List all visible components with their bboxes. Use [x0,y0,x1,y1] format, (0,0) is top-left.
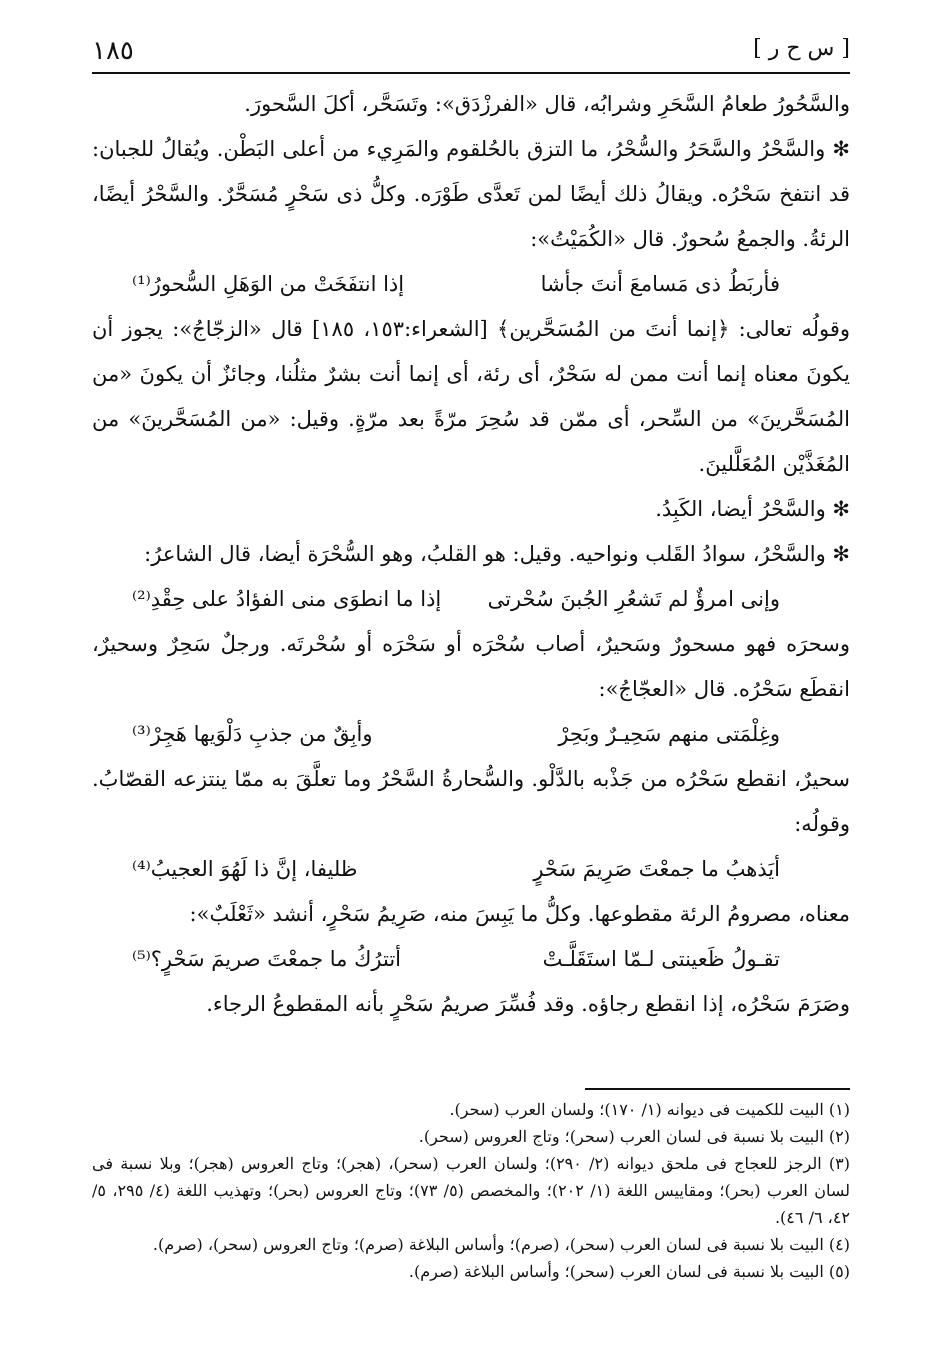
paragraph: ✻ والسَّحْرُ، سوادُ القَلب ونواحيه. وقيل: هو القلبُ، وهو السُّحْرَة أيضا، قال الشاعرُ: [144,542,850,566]
verse-hemistich: تقـولُ ظَعينتى لـمّا استَقَلَّـتْ [542,947,780,971]
verse-line [92,937,850,982]
verse-hemistich: وإنى امرؤٌ لم تَشعُرِ الجُبنَ سُحْرتى [487,587,780,611]
paragraph: وقولُه تعالى: ﴿إنما أنتَ من المُسَحَّرين﴾ [الشعراء:١٥٣، ١٨٥] قال «الزجّاجُ»: يجوز أن يكونَ معناه إنما أنت ممن له سَحْرٌ، أى رئة، أى إنما أنت بشرٌ مثلُنا، وجائزٌ أن يكونَ «من المُسَحَّرينَ» من السِّحر، أى ممّن قد سُحِرَ مرّةً بعد مرّةٍ. وقيل: «من المُسَحَّرينَ» من المُغَذَّيْن المُعَلَّلينَ. [92,317,851,476]
paragraph: ✻ والسَّحْرُ والسَّحَرُ والسُّحْرُ، ما التزق بالحُلقوم والمَرِيء من أعلى البَطْن. ويُقالُ للجبان: قد انتفخ سَحْرُه. ويقالُ ذلك أيضًا لمن تَعدَّى طَوْرَه. وكلُّ ذى سَحْرٍ مُسَحَّرٌ. والسَّحْرُ أيضًا، الرئةُ. والجمعُ سُحورٌ. قال «الكُمَيْتُ»: [92,137,850,251]
page-number: ١٨٥ [92,36,134,66]
verse-hemistich: أيَذهبُ ما جمعْتَ صَرِيمَ سَحْرٍ [533,857,780,881]
footnote: (٥) البيت بلا نسبة فى لسان العرب (سحر)؛ وأساس البلاغة (صرم). [408,1262,850,1281]
verse-line [92,577,850,622]
verse-line [92,262,850,307]
paragraph: معناه، مصرومُ الرئة مقطوعها. وكلُّ ما يَبِسَ منه، صَرِيمُ سَحْرٍ، أنشد «ثَعْلَبٌ»: [189,902,850,926]
main-text [92,82,850,1027]
verse-hemistich: وأبِقٌ من جذبِ دَلْوَيها هَجِرْ⁽³⁾ [132,722,373,746]
footnotes [92,1096,850,1285]
verse-hemistich: ظليفا، إنَّ ذا لَهُوَ العجيبُ⁽⁴⁾ [132,857,358,881]
verse-hemistich: أتترُكُ ما جمعْتَ صريمَ سَحْرٍ؟⁽⁵⁾ [132,947,402,971]
section-label: [ س ح ر ] [753,36,850,61]
footnote: (٣) الرجز للعجاج فى ملحق ديوانه (٢/ ٢٩٠)؛ ولسان العرب (سحر)، (هجر)؛ وتاج العروس (هجر)؛ وبلا نسبة فى لسان العرب (بحر)؛ ومقاييس اللغة (١/ ٢٠٢)؛ والمخصص (٥/ ٧٣)؛ وتاج العروس (بحر)؛ وتهذيب اللغة (٤/ ٢٩٥، ٥/ ٤٢، ٦/ ٤٦). [92,1154,851,1227]
paragraph: وسحرَه فهو مسحورٌ وسَحيرٌ، أصاب سُحْرَه أو سَحْرَه أو سُحْرتَه. ورجلٌ سَحِرٌ وسحيرٌ، انقطَع سَحْرُه. قال «العجّاجُ»: [92,632,850,701]
verse-hemistich: إذا انتفَخَتْ من الوَهَلِ السُّحورُ⁽¹⁾ [132,272,405,296]
verse-hemistich: وغِلْمَتى منهم سَحِيـرٌ وبَحِرْ [558,722,780,746]
footnote: (١) البيت للكميت فى ديوانه (١/ ١٧٠)؛ ولسان العرب (سحر). [449,1100,850,1119]
footnote: (٢) البيت بلا نسبة فى لسان العرب (سحر)؛ وتاج العروس (سحر). [418,1127,850,1146]
running-header [92,30,850,66]
footnote-rule [585,1088,850,1090]
paragraph: وصَرَمَ سَحْرُه، إذا انقطع رجاؤه. وقد فُسِّرَ صريمُ سَحْرٍ بأنه المقطوعُ الرجاء. [206,992,850,1016]
verse-line [92,712,850,757]
paragraph: والسَّحُورُ طعامُ السَّحَرِ وشرابُه، قال «الفرزْدَق»: وتَسَحَّر، أكلَ السَّحورَ. [244,92,850,116]
verse-line [92,847,850,892]
footnote: (٤) البيت بلا نسبة فى لسان العرب (سحر)، (صرم)؛ وأساس البلاغة (صرم)؛ وتاج العروس (سحر)، (صرم). [152,1235,850,1254]
verse-hemistich: إذا ما انطوَى منى الفؤادُ على حِقْدِ⁽²⁾ [132,587,442,611]
header-rule [92,72,850,74]
verse-hemistich: فأربَطُ ذى مَسامعَ أنتَ جأشا [540,272,780,296]
paragraph: ✻ والسَّحْرُ أيضا، الكَبِدُ. [655,497,850,521]
paragraph: سحيرٌ، انقطع سَحْرُه من جَذْبه بالدَّلْو. والسُّحارةُ السَّحْرُ وما تعلَّقَ به ممّا ينتزعه القصّابُ. وقولُه: [92,767,850,836]
